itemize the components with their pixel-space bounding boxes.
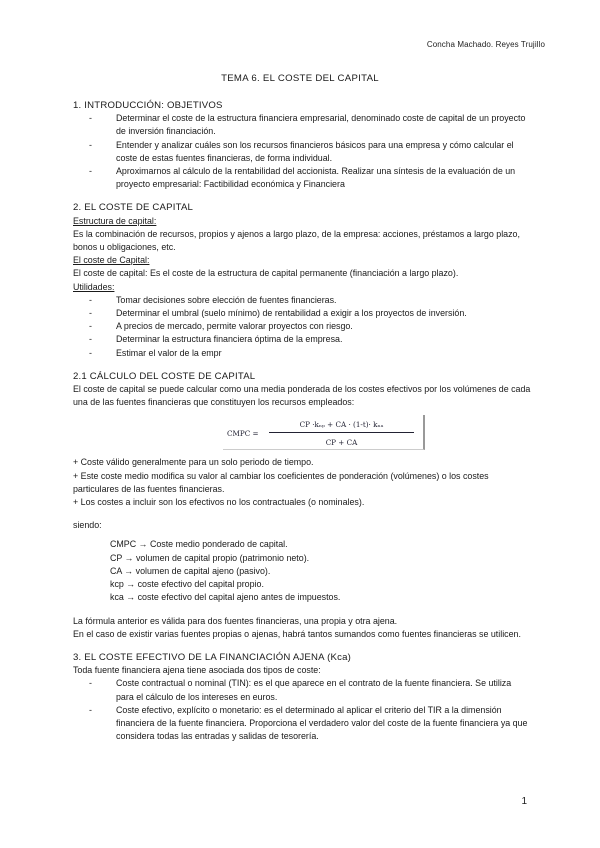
objectives-list — [73, 112, 531, 191]
section-heading: 2.1 CÁLCULO DEL COSTE DE CAPITAL — [73, 370, 256, 382]
definition: CP → volumen de capital propio (patrimonio neto). — [110, 552, 310, 563]
list-item: - Tomar decisiones sobre elección de fuentes financieras. — [73, 294, 531, 307]
formula-lhs: CMPC = — [227, 429, 259, 439]
section-heading: 2. EL COSTE DE CAPITAL — [73, 202, 194, 214]
list-item: - Coste contractual o nominal (TIN): es el que aparece en el contrato de la fuente financiera. Se utiliza para el cálculo de los intereses en euros. — [73, 677, 531, 703]
section-heading: 1. INTRODUCCIÓN: OBJETIVOS — [73, 100, 223, 111]
list-item: - Entender y analizar cuáles son los recursos financieros básicos para una empresa y cómo calcular el coste de estas fuentes financieras, de forma individual. — [73, 139, 531, 165]
definition: kcp → coste efectivo del capital propio. — [110, 579, 264, 590]
paragraph: La fórmula anterior es válida para dos fuentes financieras, una propia y otra ajena. — [73, 615, 398, 626]
list-item: - Determinar el umbral (suelo mínimo) de rentabilidad a exigir a los proyectos de inversión. — [73, 307, 531, 320]
cost-types-list — [73, 677, 531, 743]
formula-numerator: CP ·kₙₚ + CA · (1-t)· kₙₐ — [299, 420, 384, 430]
definition: kca → coste efectivo del capital ajeno antes de impuestos. — [110, 592, 341, 603]
page-number: 1 — [521, 796, 527, 807]
definitions-list — [73, 538, 531, 604]
fraction-bar — [269, 432, 414, 433]
list-item: - Determinar el coste de la estructura financiera empresarial, denominado coste de capital de un proyecto de inversión financiación. — [73, 112, 531, 138]
list-item: - Coste efectivo, explícito o monetario: es el determinado al aplicar el criterio del TIR a la dimensión financiera de la fuente financiera. Proporciona el verdadero valor del coste de la fuente financiera ya que considera todas las entradas y salidas de tesorería. — [73, 704, 531, 744]
subheading: El coste de Capital: — [73, 255, 150, 266]
list-item: - A precios de mercado, permite valorar proyectos con riesgo. — [73, 320, 531, 333]
note: + Este coste medio modifica su valor al cambiar los coeficientes de ponderación (volúmenes) o los costes particulares de las fuentes financieras. — [73, 470, 489, 494]
definition: CA → volumen de capital ajeno (pasivo). — [110, 565, 271, 576]
list-item: - Determinar la estructura financiera óptima de la empresa. — [73, 333, 531, 346]
formula-denominator: CP + CA — [325, 438, 358, 448]
paragraph: El coste de capital se puede calcular como una media ponderada de los costes efectivos por los volúmenes de cada una de las fuentes financieras que constituyen los recursos empleados: — [73, 384, 531, 408]
cmpc-formula — [223, 415, 425, 450]
paragraph: El coste de capital: Es el coste de la estructura de capital permanente (financiación a largo plazo). — [73, 268, 459, 279]
page-title: TEMA 6. EL COSTE DEL CAPITAL — [221, 73, 379, 84]
paragraph: En el caso de existir varias fuentes propias o ajenas, habrá tantos sumandos como fuentes financieras se utilicen. — [73, 628, 521, 639]
note: + Coste válido generalmente para un solo periodo de tiempo. — [73, 457, 314, 468]
subheading: Estructura de capital: — [73, 215, 157, 226]
list-item: - Estimar el valor de la empr — [73, 347, 531, 360]
paragraph: siendo: — [73, 520, 102, 531]
subheading: Utilidades: — [73, 281, 115, 292]
definition: CMPC → Coste medio ponderado de capital. — [110, 539, 288, 550]
header-authors: Concha Machado. Reyes Trujillo — [426, 40, 545, 49]
document-body — [73, 99, 531, 743]
section-heading: 3. EL COSTE EFECTIVO DE LA FINANCIACIÓN AJENA (Kca) — [73, 651, 351, 663]
paragraph: Toda fuente financiera ajena tiene asociada dos tipos de coste: — [73, 665, 321, 676]
list-item: - Aproximarnos al cálculo de la rentabilidad del accionista. Realizar una síntesis de la evaluación de un proyecto empresarial: Factibilidad económica y Financiera — [73, 165, 531, 191]
paragraph: Es la combinación de recursos, propios y ajenos a largo plazo, de la empresa: acciones, préstamos a largo plazo, bonos u obligaciones, etc. — [73, 228, 520, 253]
note: + Los costes a incluir son los efectivos no los contractuales (o nominales). — [73, 497, 365, 508]
utilidades-list — [73, 294, 531, 360]
